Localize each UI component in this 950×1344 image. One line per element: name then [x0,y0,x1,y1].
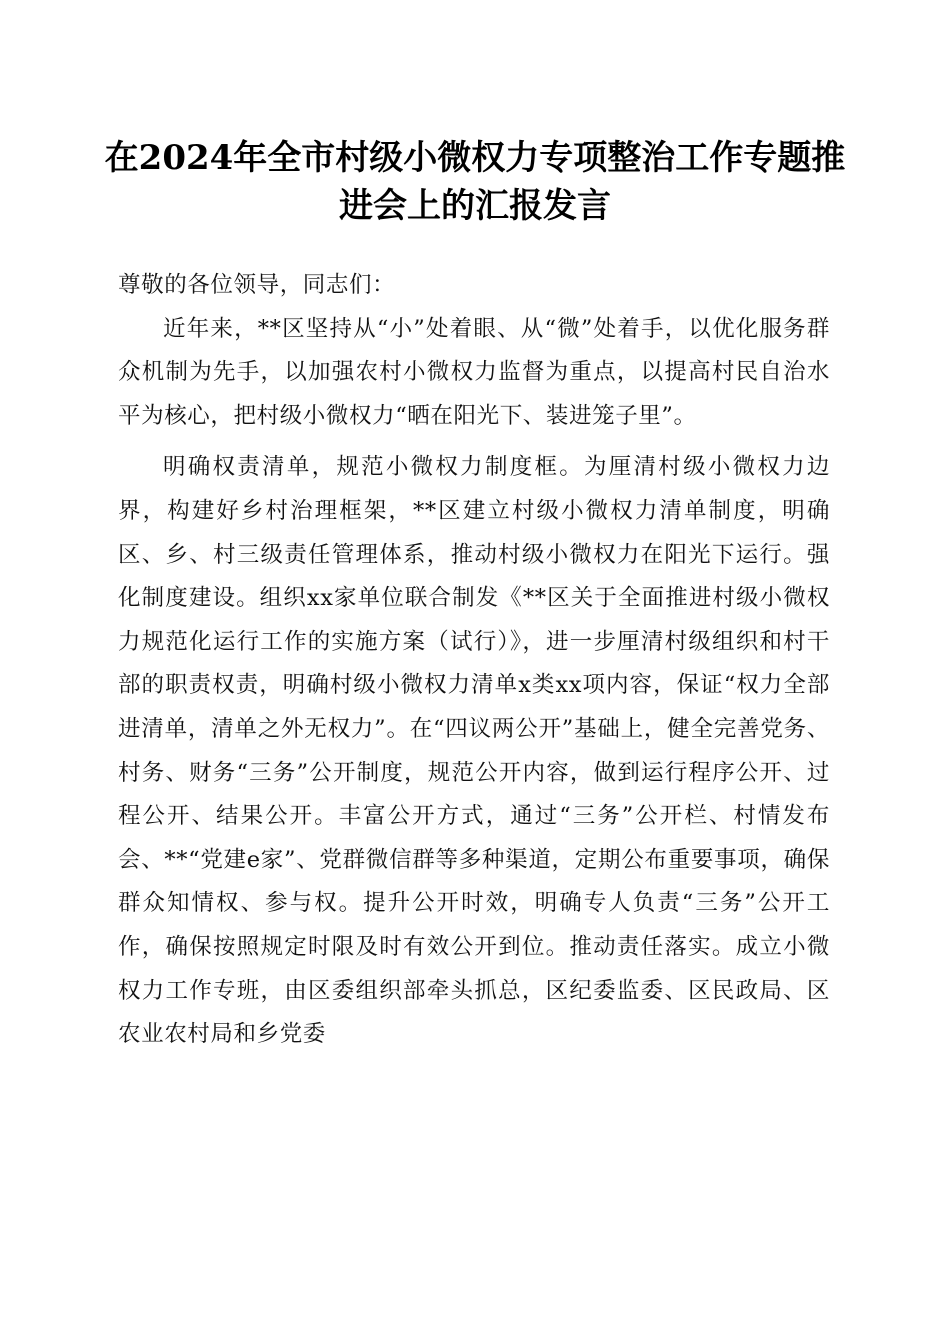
paragraph-intro: 近年来，**区坚持从“小”处着眼、从“微”处着手，以优化服务群众机制为先手，以加强农村小微权力监督为重点，以提高村民自治水平为核心，把村级小微权力“晒在阳光下、装进笼子里”。 [118,315,830,429]
document-title: 在2024年全市村级小微权力专项整治工作专题推进会上的汇报发言 [104,138,846,226]
document-body [118,264,830,1057]
paragraph-power-list: 明确权责清单，规范小微权力制度框。为厘清村级小微权力边界，构建好乡村治理框架，**区建立村级小微权力清单制度，明确区、乡、村三级责任管理体系，推动村级小微权力在阳光下运行。强化制度建设。组织xx家单位联合制发《**区关于全面推进村级小微权力规范化运行工作的实施方案（试行）》，进一步厘清村级组织和村干部的职责权责，明确村级小微权力清单x类xx项内容，保证“权力全部进清单，清单之外无权力”。在“四议两公开”基础上，健全完善党务、村务、财务“三务”公开制度，规范公开内容，做到运行程序公开、过程公开、结果公开。丰富公开方式，通过“三务”公开栏、村情发布会、**“党建e家”、党群微信群等多种渠道，定期公布重要事项，确保群众知情权、参与权。提升公开时效，明确专人负责“三务”公开工作，确保按照规定时限及时有效公开到位。推动责任落实。成立小微权力工作专班，由区委组织部牵头抓总，区纪委监委、区民政局、区农业农村局和乡党委 [118,454,830,1048]
salutation: 尊敬的各位领导，同志们： [118,272,396,298]
